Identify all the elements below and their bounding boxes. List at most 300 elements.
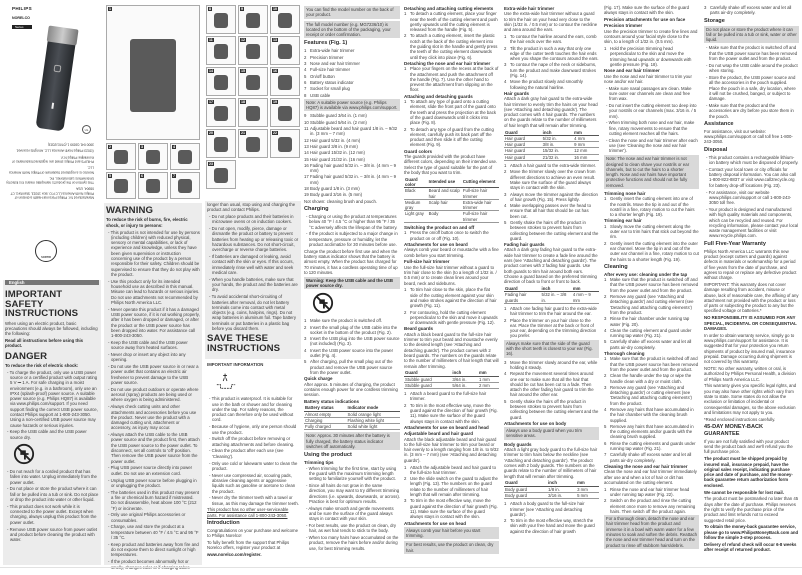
paragraph: Attach a black beard guard to the full-size hair trimmer to trim your beard and moustache evenly to the desired length (see 'Attaching and detaching guards'). The product comes with 2 beard guards. The numbers on the guards relate to the number of millimeters of hair length that will remain after trimming. [404, 331, 499, 369]
subsection-title: Trimming nose hair [604, 191, 646, 196]
step-number: 1 [404, 287, 407, 293]
numbered-step [504, 169, 599, 190]
paragraph: Attach the black adjustable beard and hair guard to the full-size hair trimmer to trim your beard or hair evenly to a length ranging from 1/8 in. to 9/32 in. (3 mm – 7 mm) (see 'Attaching and detaching guards'). [404, 436, 499, 463]
step-number: 4 [304, 67, 307, 73]
paragraph: The guards provided with the product have different colors, depending on their intended use. Select the type of guard suitable for the part of the body that you want to trim. [404, 154, 498, 175]
step-text: Full-size hair trimmer [310, 67, 351, 73]
step-text: Insert the small plug of the USB cable into the socket in the bottom of the product (Fig. 2). [310, 324, 398, 335]
step-text: USB cable [310, 92, 331, 98]
table-header: mm [478, 370, 499, 376]
table-header: Guard color [404, 177, 428, 188]
table-row [504, 154, 599, 160]
section-heading: IMPORTANT SAFETY INSTRUCTIONS [5, 289, 79, 320]
numbered-step [604, 498, 699, 514]
numbered-step [604, 373, 699, 384]
step-text: Make sure that the product is switched off and that the USB power source has been removed from the power outlet and from the product. [610, 356, 699, 372]
step-text: Carefully shake off excess water and let all parts air-dry completely. [610, 452, 692, 463]
attachments-column [404, 5, 499, 565]
step-number: 1 [504, 305, 507, 311]
step-number: 1 [604, 356, 607, 362]
numbered-step [504, 46, 599, 62]
numbered-step [404, 230, 499, 241]
bullet-item: - Always check cutting units and other attachments and accessories before you use the product. Never use the product with a damaged cutting unit, attachment or accessory, as injury may occur. [106, 404, 200, 430]
bullet-item: - Store the product, the USB power source and all the accessories in the pouch supplied. Place the pouch in a safe, dry location, where it will not be crushed, banged, or subject to damage. [704, 75, 799, 101]
numbered-step [604, 224, 699, 240]
subsection-title: Quick charge [304, 376, 333, 382]
bullet-item: - When you handle batteries, make sure that your hands, the product and the batteries are dry. [207, 277, 299, 293]
subsection-title: Battery status indications [304, 398, 360, 404]
bullet-item: - This product is not intended for use by persons (including children) with reduced physical, sensory or mental capabilities, or lack of experience and knowledge, unless they have been given supervision or instruction concerning use of the product by a person responsible for their safety. Children should be supervised to ensure that they do not play with the product. [106, 230, 200, 278]
figure-16 [270, 67, 300, 96]
numbered-step [404, 476, 499, 497]
bullet-item: - This product does not work while it is connected to the power outlet. Except when charging, always unplug this product from the power outlet. [5, 504, 99, 525]
numbered-step [404, 127, 499, 148]
step-number: 6 [604, 440, 607, 446]
step-number: 1 [604, 223, 607, 229]
table-header: Guard [504, 480, 547, 486]
bullet-item: - Make sure nasal passages are clean. Make sure outer ear channels are clean and free from wax. [604, 86, 699, 102]
numbered-step [604, 196, 699, 217]
figure-number: 23 [209, 162, 213, 166]
subsection-title: Full-size hair trimmer [404, 259, 450, 265]
step-text: Attach one fading hair guard to the extra-wide hair trimmer to trim the hair around the ear. [510, 305, 597, 317]
bullet-item: - Do not place products and their batteries in microwave ovens or on induction cookers. [207, 214, 299, 225]
section-title: Introduction [207, 520, 240, 527]
subsection-title: Cleaning the nose and ear hair trimmer [604, 463, 688, 469]
step-number: 2 [504, 45, 507, 51]
step-text: Carefully shake off excess water and let all parts air-dry completely. [710, 5, 792, 16]
figure-number: 5 [109, 174, 111, 178]
step-number: 10 [304, 119, 309, 125]
note-box: Note: A suitable power source (e.g. Philips HQ87) is available via www.philips.com/support. [304, 99, 400, 112]
bullet-item: - Do not wrap the USB cable around the product when storing. [704, 63, 799, 74]
step-number: 4 [604, 327, 607, 333]
step-number: 17 [304, 174, 309, 180]
step-text: Body guard 1/8 in. (3 mm) [310, 186, 360, 192]
bullet-item: - Because of hygiene, only one person should use the product. [207, 424, 299, 435]
subsection-title: Guard colors [404, 148, 433, 154]
bold-paragraph: NO RESPONSIBILITY IS ASSUMED FOR ANY SPECIAL, INCIDENTAL OR CONSEQUENTIAL DAMAGES. [704, 315, 797, 331]
table-cell: 1/8 in. [547, 486, 576, 492]
numbered-step [604, 407, 699, 423]
paragraph: Philips North America LLC warrants this new product (except cutters and guards) against defects in materials or workmanship for a period of five years from the date of purchase, and agrees to repair or replace any defective product without charge. [704, 248, 797, 281]
paragraph: *Read enclosed instructions carefully. [704, 416, 776, 422]
features-charging-column [304, 5, 400, 565]
numbered-step [504, 163, 599, 168]
table-row [504, 142, 599, 148]
numbered-step [304, 144, 400, 149]
step-text: Rinse the cutting elements and guards under running tap water (Fig. 21). [610, 440, 696, 452]
numbered-step [404, 310, 499, 326]
numbered-step [504, 306, 599, 317]
step-number: 5 [504, 219, 507, 225]
step-number: 9 [304, 113, 307, 119]
table-row [504, 148, 599, 154]
table-cell: Hair guard [504, 142, 542, 148]
table-row [404, 188, 499, 200]
step-number: 19 [304, 192, 309, 198]
bullet-item: - Keep the USB cable and the USB power source dry. [5, 429, 99, 440]
no-water-icon [312, 292, 334, 314]
paragraph: Use the extra-wide hair trimmer without a guard to trim the hair on your head very close to the skin (1/32 in. / 0.5 mm) or to contour the neckline and area around the ears. [504, 11, 598, 33]
table-header: inch [547, 480, 576, 486]
numbered-step [304, 348, 400, 359]
paragraph: IMPORTANT: This warranty does not cover damage resulting from accident, misuse or abuse, lack of reasonable care, the affixing of any attachment not provided with the product or loss of parts or subjecting the product to any but the specified voltage or batteries.* [704, 281, 799, 314]
step-number: 5 [604, 339, 607, 345]
page-bottom-divider [0, 567, 802, 568]
bullet-item: - Make sure that the product and the accessories are dry before you store them in the pouch. [704, 103, 799, 119]
step-text: Insert the USB plug into the USB power source (not included) (Fig. 3). [310, 336, 400, 347]
step-number: 3 [604, 384, 607, 390]
step-number: 1 [404, 464, 407, 470]
figure-3 [138, 143, 168, 170]
table-cell: Stubble guard [404, 376, 451, 382]
table-cell: Fading hair guards [504, 292, 541, 304]
bullet-item: - Plug USB power source directly into power outlet. Do not use an extension cord. [106, 465, 200, 476]
step-text: To contour the nape of the neck or sideburns, turn the product and make downward strokes (Fig. 14). [510, 62, 597, 79]
figure-number: 15 [241, 69, 245, 73]
table-row [504, 135, 599, 141]
subsection-title: Extra-wide hair trimmer [504, 6, 555, 11]
bullet-item: - Clean the nose and ear hair trimmer after each use (see 'Cleaning the nose and ear hair trimmer'). [604, 138, 699, 154]
section-title: Using the product [304, 452, 352, 459]
table-row [404, 211, 499, 223]
step-number: 1 [504, 33, 507, 39]
step-number: 1 [404, 391, 407, 397]
legal-line: Norelco is a registered trademark of Philips North America LLC. [9, 165, 94, 174]
figure-19 [270, 98, 300, 127]
numbered-step [504, 203, 599, 219]
step-text: To attach any type of guard onto a cutting element, slide the front part of the guard onto the teeth and press the projection at the back of the guard downwards until it clicks into place (Fig. 8). [410, 99, 496, 126]
spec-table [504, 286, 599, 304]
step-number: 3 [304, 61, 307, 67]
table-cell: 3/16 in. [547, 492, 576, 498]
step-number: 5 [304, 73, 307, 79]
table-cell: Extra-wide hair trimmer [462, 199, 499, 211]
numbered-step [504, 192, 599, 203]
cleaning-column [604, 5, 699, 565]
figure-number: 19 [273, 100, 277, 104]
step-number: 2 [404, 309, 407, 315]
note-box: For a thorough clean, detach the nose and ear hair trimmer head from the product and immerse it in a bowl with warm water for a few minutes to soak and soften the debris. Reattach the nose and ear trimmer head and turn on the product to rinse off stubborn hairs/debris. [606, 516, 698, 548]
numbered-step [504, 318, 599, 339]
step-number: 2 [304, 54, 307, 60]
bullet-item: - Since all hairs do not grow in the same direction, you may want to try different trimming directions (i.e. upwards, downwards, or across). Practice is best for optimum results. [304, 483, 400, 504]
bold-paragraph: The product must be shipped prepaid by insured mail, insurance prepaid, have the original sales receipt, indicating purchase price and date of purchase, and the money-back guarantee return authorization form enclosed. [704, 456, 793, 488]
note-box: Do not place or store the product where it can fall or be pulled into a tub or sink, water or other liquid. [704, 26, 799, 44]
table-row [404, 382, 499, 388]
step-number: 3 [304, 336, 307, 342]
step-number: 2 [404, 476, 407, 482]
storage-warranty-column [704, 5, 799, 565]
step-number: 4 [304, 347, 307, 353]
table-cell: Hair guard [504, 148, 542, 154]
section-title: Charging [304, 205, 329, 212]
subsection-title: Adjustable beard and hair guard [404, 431, 474, 437]
no-water-icon [13, 443, 35, 465]
step-number: 2 [304, 324, 307, 330]
brand-name: NORELCO [12, 16, 30, 20]
note-box: The full model number (e.g. MG7236/10) is located on the bottom of the packaging, your receipt or order confirmation. [304, 21, 400, 39]
bullet-item: - Do not insert the cutting element too deep into your nostrils or ear channels (max. 3/16 in. / 5 mm). [604, 103, 699, 119]
paragraph: Use the precision trimmer to create fine lines and contours around your facial style close to the skin, to a length of 1/32 in. (0.5 mm). [604, 28, 698, 45]
figure-17 [206, 98, 236, 127]
paragraph: NOTE: No other warranty, written or oral, is authorized by Philips Personal Health, a division of Philips North America LLC. [704, 365, 796, 382]
step-text: Rinse the nose and ear hair trimmer head under running tap water (Fig. 22). [610, 486, 690, 497]
subsection-title: Attachments for use on head [404, 520, 467, 526]
paragraph: Congratulations on your purchase and welcome to Philips Norelco! [207, 528, 299, 539]
table-row [404, 376, 499, 382]
subsection-title: Attachments for use on beard and head [404, 424, 489, 430]
figure-number: 21 [241, 131, 245, 135]
numbered-step [304, 138, 400, 143]
paragraph: This warranty gives you specific legal rights, and you may also have other rights which vary from state to state. Some states do not allow the exclusion or limitation of incidental or consequential damages, so the above exclusion and limitations may not apply to you. [704, 383, 797, 415]
table-cell: 21/32 in. [542, 154, 574, 160]
numbered-step [604, 441, 699, 452]
step-text: To detach any type of guard from the cutting element, carefully push its back part off the product and then slide it off the cutting element (Fig. 9). [410, 126, 494, 148]
legal-line: ©2023 Philips North America LLC. All rights reserved. [15, 148, 94, 153]
numbered-step [504, 399, 599, 420]
step-text: Hair guard 3/8 in. (9 mm) [310, 143, 358, 149]
figure-number: 13 [273, 38, 277, 42]
numbered-step [304, 325, 400, 336]
paragraph: Use the nose and ear hair trimmer to trim your nose and/or ear hair. [604, 73, 692, 84]
paragraph: If you are not fully satisfied with your product send the product back and we'll refund you the full purchase price. [704, 438, 793, 455]
step-number: 14 [304, 150, 309, 156]
numbered-step [304, 93, 400, 98]
numbered-step [604, 385, 699, 406]
step-text: On/off button [310, 73, 335, 79]
section-title: Storage [704, 17, 725, 24]
step-number: 12 [304, 137, 309, 143]
paragraph: Use the full-size hair trimmer without a guard to trim hair close to the skin (to a length of 1/32 in. / 0.5 mm) or to create clean lines around your beard, neck and sideburns. [404, 264, 497, 286]
step-text: To trim in the most effective way, stretch the skin with your free hand and move the guard against the direction of hair growth [510, 518, 595, 534]
bullet-item: - If the product is subjected to a major change in temperature, pressure or humidity, let the product acclimatize for 30 minutes before use. [304, 231, 400, 247]
step-number: 7 [304, 86, 307, 92]
figure-number: 7 [173, 174, 175, 178]
figure-13 [270, 36, 300, 65]
legal-line: Manufactured for: Philips Personal Health a division of Philips North America LLC P.O. Box 10313, Stamford, CT 06904, USA [10, 186, 94, 200]
numbered-step [604, 452, 699, 463]
paragraph: Always comb your beard or moustache with a fine comb before you start trimming. [404, 247, 499, 258]
figure-number: 3 [141, 145, 143, 149]
numbered-step [304, 80, 400, 85]
step-text: Remove any guard (see 'Attaching and detaching guards') or cutting element (see 'Detaching and attaching cutting elements') from the product. [610, 384, 692, 406]
step-number: 4 [604, 406, 607, 412]
step-number: 1 [404, 99, 407, 105]
bullet-item: - When trimming for the first time, start by using the guard with the maximum trimming length setting to familiarize yourself with the product. [304, 466, 400, 482]
bold-paragraph: To reduce the risk of electric shock: [5, 362, 79, 368]
step-text: Remove any guard (see 'Attaching and detaching guards') and cutting element (see 'Detaching and attaching cutting elements') from the product. [610, 294, 694, 315]
series-badge: Series [12, 25, 32, 29]
subsection-title: Attachments for use on beard [404, 241, 468, 247]
bullet-item: - For assistance, visit our website www.philips.com/support or call 1-800-243-3050 toll free. [704, 190, 799, 206]
legal-line: 3000 041 02699 1 (07/01/2023) [47, 142, 94, 147]
step-number: 2 [604, 240, 607, 246]
step-text: Hair guard 5/32 in. (4 mm) [310, 137, 361, 143]
step-text: Move the trimmer slowly around the ear, while holding it steady. [510, 359, 598, 370]
step-number: 4 [504, 371, 507, 377]
figure-22 [270, 129, 300, 158]
figure-number: 20 [209, 131, 213, 135]
step-text: Repeat the movement several times around one ear to make sure that all the hair that should be cut has been cut to a fade. Then attach the other fading hair guard to trim the hair around the other ear. [510, 371, 594, 398]
section-title: Cleaning [604, 263, 628, 270]
step-text: Fading hair guard 5/32 in. – 3/8 in. (4 mm – 9 mm) [310, 162, 396, 174]
numbered-step [304, 113, 400, 118]
bullet-item: - To avoid accidental short-circuiting of batteries after removal, do not let battery terminals come into contact with metal objects (e.g. coins, hairpins, rings). Do not wrap batteries in aluminum foil. Tape battery terminals or put batteries in a plastic bag before you discard them. [207, 294, 299, 331]
note-box: Note: Approx. 30 minutes after the battery is fully charged, the battery status indicator switches off automatically. [304, 432, 400, 450]
figure-number: 1 [109, 7, 111, 11]
table-cell: Medium gray [404, 199, 428, 211]
step-text: Gently shake the hairs off the product in between strokes to prevent hairs from collecting between the cutting element and the guard. [510, 219, 599, 241]
bold-paragraph: We cannot be responsible for lost mail. [704, 489, 784, 495]
table-cell: 12 mm [573, 148, 599, 154]
numbered-step [404, 11, 499, 32]
step-text: Make sure that the product is switched off and that the USB power source has been removed from the power outlet and from the product. [610, 277, 699, 293]
step-text: Switch on the product and rinse the cutting element once more to remove any remaining hairs. Then switch off the product again. [610, 498, 696, 514]
step-text: Attach a hair guard to the extra-wide trimmer. [510, 163, 596, 169]
step-number: 2 [404, 126, 407, 132]
section-title: Disposal [704, 146, 728, 153]
numbered-step [504, 220, 599, 241]
note-box: Always comb your hair before you start trimming. [404, 527, 499, 540]
bullet-item: - Never dry the trimmer teeth with a towel or tissue, as this may damage the trimmer teeth. [207, 495, 299, 506]
step-number: 16 [304, 162, 309, 168]
bullet-item: - Charging or using the product at temperatures below 40 °F / 4.5 °C or higher than 95 °F / 35 °C adversely affects the lifespan of the battery. [304, 214, 400, 230]
figure-number: 6 [141, 174, 143, 178]
table-header: mm [572, 286, 599, 292]
step-text: Gently shake the hairs off the product in between strokes to prevent hairs from collecting between the cutting element and the guard. [510, 398, 599, 420]
step-number: 2 [404, 33, 407, 39]
numbered-step [304, 359, 400, 375]
step-text: Gently insert the cutting element into one of the nostrils. Move the tip in and out of the nostril in a fine, rotary motion to cut the hairs to a shorter length (Fig. 19). [610, 196, 695, 218]
step-number: 2 [504, 169, 507, 175]
figure-number: 11 [209, 38, 213, 42]
figure-number: 17 [209, 100, 213, 104]
numbered-step [304, 67, 400, 72]
numbered-step [304, 61, 400, 66]
step-number: 1 [604, 46, 607, 52]
subsection-title: Precision attachments for use on face [604, 17, 686, 23]
numbered-step [504, 501, 599, 517]
step-number: 1 [604, 196, 607, 202]
step-text: Hair guard 15/32 in. (12 mm) [310, 150, 365, 156]
bullet-item: - Only use cold or lukewarm water to clean the product. [207, 461, 299, 472]
table-cell: Charging [304, 417, 347, 423]
step-number: 1 [404, 11, 407, 17]
figure-9 [238, 5, 268, 34]
step-number: 7 [604, 452, 607, 458]
numbered-step [304, 186, 400, 191]
step-number: 2 [604, 373, 607, 379]
step-text: Always move the trimmer against the direction of hair growth (Fig. 15). Press lightly. [510, 191, 598, 202]
table-cell: Hair guard [504, 154, 542, 160]
table-cell: 4 mm [573, 135, 599, 141]
paragraph: When using an electric product, basic precautions should always be followed, including the following: [5, 320, 98, 337]
subsection-title: Beard guards [404, 326, 434, 332]
subsection-title: Detaching the nose and ear hair trimmer [404, 60, 491, 66]
step-text: Gently insert the cutting element into the outer ear channel. Move the tip in and out of the outer ear channel in a fine, rotary motion to cut the hairs to a shorter length (Fig. 19). [610, 240, 699, 262]
table-cell: Light gray [404, 211, 428, 223]
step-number: 11 [304, 126, 309, 132]
language-tag: English [5, 280, 99, 285]
numbered-step [304, 174, 400, 185]
legal-text-rotated [6, 140, 94, 199]
table-cell: Body guard [504, 486, 547, 492]
step-text: Clean the handle under the tap or wipe the handle clean with a dry or moist cloth. [610, 373, 692, 384]
step-number: 2 [404, 402, 407, 408]
step-number: 3 [404, 498, 407, 504]
step-text: Use the slide switch on the guard to adjust the length (Fig. 13). The numbers on the guard relate to the number of millimeters of hair length that will remain after trimming. [410, 476, 498, 498]
subsection-title: Nose and ear hair trimmer [604, 68, 660, 74]
table-header: mm [573, 130, 599, 136]
paragraph: After approx. 5 minutes of charging, the product contains enough power for one cordless trimming session. [304, 381, 398, 398]
subsection-title: Fading hair guards [504, 242, 545, 248]
table-cell: Hair guard [504, 135, 542, 141]
step-text: After charging, pull the small plug out of the product and remove the USB power source from the power outlet. [310, 359, 393, 375]
numbered-step [304, 48, 400, 53]
bullet-item: - Remove USB power source from power outlet and product before cleaning the product with water. [5, 527, 99, 543]
table-cell: Almost empty [304, 411, 347, 417]
step-text: To detach a cutting element, place your finger near the teeth of the cutting element and push gently upwards until the cutting element is released from the handle (Fig. 5). [410, 11, 498, 33]
philips-logo: PHILIPS [12, 6, 32, 11]
figure-number: 10 [273, 7, 277, 11]
table-cell: 3/8 in. [542, 142, 574, 148]
step-text: Adjustable beard and hair guard 1/8 in. – 9/32 in. (3 mm – 7 mm) [310, 126, 398, 137]
bullet-item: - Charge, use and store the product at a temperature between 40 °F / 4.5 °C and 95 °F / 35 °C. [106, 524, 200, 540]
step-number: 5 [304, 359, 307, 365]
step-text: Extra-wide hair trimmer [310, 48, 355, 54]
cover-panel [0, 0, 100, 275]
figure-number: 18 [241, 100, 245, 104]
step-number: 1 [604, 486, 607, 492]
paragraph: (Fig. 17). Make sure the surface of the guard always stays in contact with the skin. [604, 5, 690, 16]
step-number: 1 [404, 66, 407, 72]
section-title: 45-DAY MONEY-BACK GUARANTEE [704, 423, 764, 437]
step-number: 6 [304, 79, 307, 85]
warning-box: Warning: Keep the USB cable and the USB power source dry. [304, 277, 400, 290]
figure-15 [238, 67, 268, 96]
step-text: Attach a body guard to the full-size hair trimmer (see 'Attaching and detaching guards'). [510, 501, 585, 517]
bullet-item: - Do not use product outdoors or operate where aerosol (spray) products are being used or where oxygen is being administered. [106, 387, 200, 403]
step-number: 5 [604, 423, 607, 429]
step-number: 3 [504, 359, 507, 365]
numbered-step [604, 328, 699, 339]
numbered-step [304, 120, 400, 125]
figure-2 [106, 143, 136, 170]
table-cell: 9 mm [573, 142, 599, 148]
bullet-item: - The batteries used in this product may present a fire or chemical burn hazard if mistreated. Do not disassemble, heat above 100 °C (212 °F) or incinerate. [106, 490, 200, 511]
subsection-title: Trimming ear hair [604, 218, 642, 224]
spec-table [504, 130, 599, 161]
bullet-item: - Do not use the USB power source in or near a power outlet that contains an electric air freshener to prevent damage to the USB power source. [106, 364, 200, 385]
numbered-step [404, 391, 499, 402]
table-cell: 5/32 in. – 3/8 in. [541, 292, 572, 304]
bullet-item: - Do not reach for a corded product that has fallen into water. Unplug immediately from the power outlet. [5, 469, 99, 485]
table-cell: 5/64 in. [451, 382, 478, 388]
numbered-step [404, 465, 499, 476]
step-text: For contouring, hold the cutting element perpendicular to the skin and move it upwards or downwards with gentle pressure (Fig. 12). [410, 309, 498, 326]
numbered-step [304, 163, 400, 174]
numbered-step [304, 55, 400, 60]
step-number: 1 [504, 163, 507, 169]
bullet-item: - This product contains a rechargeable lithium-ion battery which must be disposed of properly. [704, 155, 799, 166]
step-number: 15 [304, 156, 309, 162]
figure-number: 22 [273, 131, 277, 135]
table-cell: Body [428, 211, 462, 223]
step-text: Move the trimmer slowly over the crown from different directions to achieve an even result. Make sure the surface of the guard always stays in contact with the skin. [510, 169, 596, 191]
table-header: Guard [404, 370, 451, 376]
